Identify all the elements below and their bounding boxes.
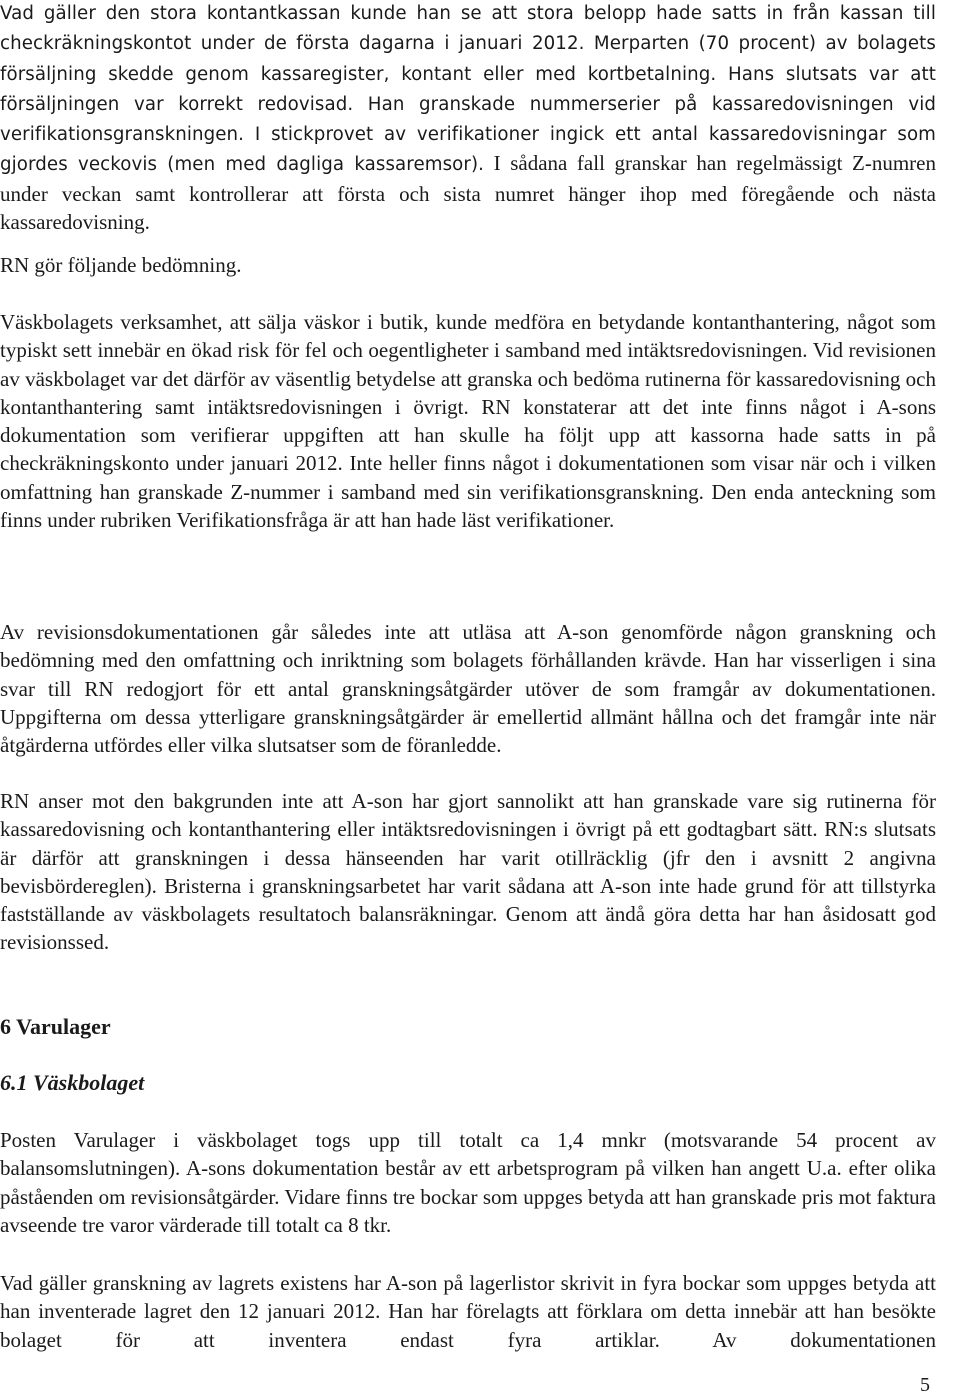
paragraph-lead-text: Vad gäller den stora kontantkassan kunde han se att stora belopp hade satts in från kassan till checkräkningskontot under de första dagarna i januari 2012. Merparten (70 procent) av bolagets försäljning skedde genom kassaregister, kontant eller med kortbetalning. Hans slutsats var att försäljningen var korrekt redovisad. Han granskade nummerserier på kassaredovisningen vid verifikationsgranskningen. I stickprovet av verifikationer ingick ett antal kassaredovisningar som gjordes veckovis (men med dagliga kassaremsor). bbox=[0, 3, 936, 176]
page-number: 5 bbox=[920, 1374, 930, 1396]
paragraph-varulager: Posten Varulager i väskbolaget togs upp till totalt ca 1,4 mnkr (motsvarande 54 procent av balansomslutningen). A-sons dokumentation består av ett arbetsprogram på vilken han angett U.a. efter olika påståenden om revisionsåtgärder. Vidare finns tre bockar som uppges betyda att han granskade pris mot faktura avseende tre varor värderade till totalt ca 8 tkr. bbox=[0, 1128, 936, 1237]
paragraph-lagrets-existens: Vad gäller granskning av lagrets existens har A-son på lagerlistor skrivit in fyra bockar som uppges betyda att han inventerade lagret den 12 januari 2012. Han har förelagts att förklara om detta innebär att han besökte bolaget för att inventera endast fyra artiklar. Av dokumentationen bbox=[0, 1271, 936, 1352]
paragraph-rn-bedomning: RN gör följande bedömning. bbox=[0, 253, 242, 277]
paragraph-rest-text: I sådana fall granskar han regelmässigt Z-numren under veckan samt kontrollerar att första och sista numret hänger ihop med föregående och nästa kassaredovisning. bbox=[0, 151, 936, 235]
paragraph-verksamhet: Väskbolagets verksamhet, att sälja väskor i butik, kunde medföra en betydande kontanthantering, något som typiskt sett innebär en ökad risk för fel och oegentligheter i samband med intäktsredovisningen. Vid revisionen av väskbolaget var det därför av väsentlig betydelse att granska och bedöma rutinerna för kassaredovisning och kontanthantering samt intäktsredovisningen i övrigt. RN konstaterar att det inte finns något i A-sons dokumentation som verifierar uppgiften att han skulle ha följt upp att kassorna hade satts in på checkräkningskonto under januari 2012. Inte heller finns något i dokumentationen som visar när och i vilken omfattning han granskade Z-nummer i samband med sin verifikationsgranskning. Den enda anteckning som finns under rubriken Verifikationsfråga är att han hade läst verifikationer. bbox=[0, 310, 936, 533]
section-heading: 6 Varulager bbox=[0, 1014, 111, 1039]
paragraph-kassa-granskning bbox=[0, 0, 936, 236]
paragraph-rn-anser: RN anser mot den bakgrunden inte att A-son har gjort sannolikt att han granskade vare sig rutinerna för kassaredovisning och kontanthantering eller intäktsredovisningen i övrigt på ett godtagbart sätt. RN:s slutsats är därför att granskningen i dessa hänseenden har varit otillräcklig (jfr den i avsnitt 2 angivna bevisbördereglen). Bristerna i granskningsarbetet har varit sådana att A-son inte hade grund för att tillstyrka fastställande av väskbolagets resultatoch balansräkningar. Genom att ändå göra detta har han åsidosatt god revisionssed. bbox=[0, 789, 936, 955]
subsection-heading: 6.1 Väskbolaget bbox=[0, 1070, 145, 1095]
paragraph-revisionsdokumentation: Av revisionsdokumentationen går således inte att utläsa att A-son genomförde någon granskning och bedömning med den omfattning och inriktning som bolagets förhållanden krävde. Han har visserligen i sina svar till RN redogjort för ett antal granskningsåtgärder utöver de som framgår av dokumentationen. Uppgifterna om dessa ytterligare granskningsåtgärder är emellertid allmänt hållna och det framgår inte när åtgärderna utfördes eller vilka slutsatser som de föranledde. bbox=[0, 620, 936, 758]
